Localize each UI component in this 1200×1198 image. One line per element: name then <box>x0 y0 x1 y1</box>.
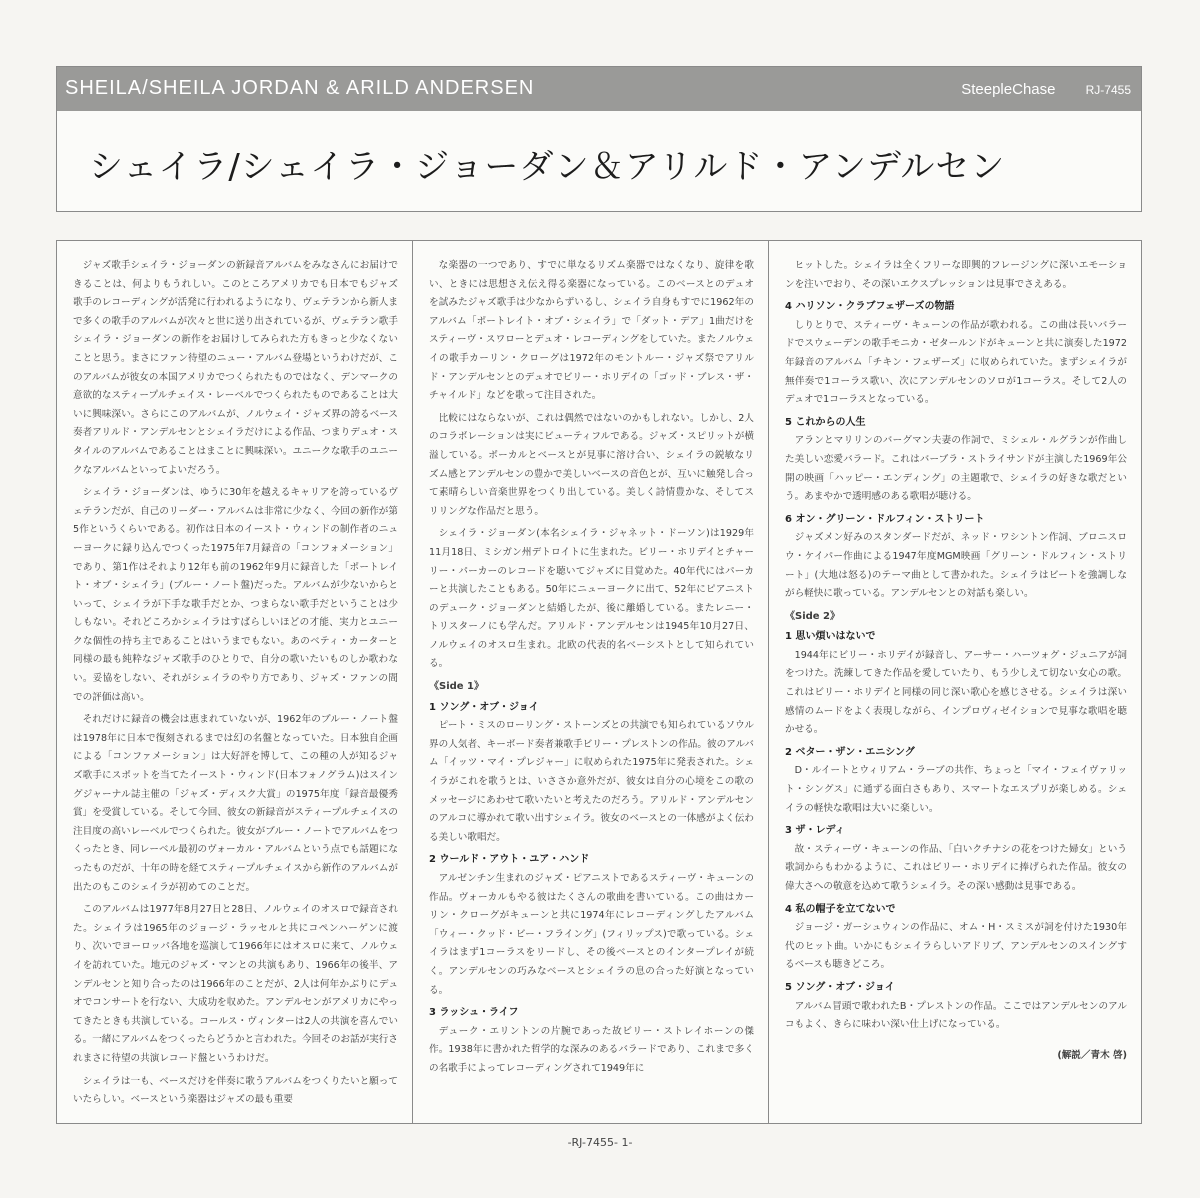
page-title: シェイラ/シェイラ・ジョーダン＆アリルド・アンデルセン <box>89 147 1006 187</box>
banner-title: SHEILA/SHEILA JORDAN & ARILD ANDERSEN <box>65 77 535 99</box>
track-heading: 3 ラッシュ・ライフ <box>429 1007 519 1019</box>
track-heading: 4 ハリソン・クラブフェザーズの物語 <box>785 301 955 313</box>
track-heading: 1 思い煩いはないで <box>785 631 876 643</box>
paragraph: このアルバムは1977年8月27日と28日、ノルウェイのオスロで録音された。シェイラは1965年のジョージ・ラッセルと共にコペンハーゲンに渡り、次いでヨーロッパ各地を巡演して1966年にはオスロに来て、ノルウェイを訪れていた。地元のジャズ・マンとの共演もあり、1966年の後半、アンデルセンと知り合ったのは1966年のことだが、2人は何年かぶりにデュオでコンサートを行ない、大成功を収めた。アンデルセンがアメリカにやってきたときも共演している。コールス・ヴィンターは2人の共演を喜んでいる。一緒にアルバムをつくったらどうかと言われた。今回そのお話が実行されまさに待望の共演レコード盤というわけだ。 <box>73 904 398 1064</box>
paragraph: な楽器の一つであり、すでに単なるリズム楽器ではなくなり、旋律を歌い、ときには思想さえ伝え得る楽器になっている。このベースとのデュオを試みたジャズ歌手は少なからずいるし、シェイラ自身もすでに1962年のアルバム「ポートレイト・オブ・シェイラ」で「ダット・デア」1曲だけをスティーヴ・スワローとデュオ・レコーディングをしていた。またノルウェイの歌手カーリン・クローグは1972年のモントルー・ジャズ祭でアリルド・アンデルセンとのデュオでビリー・ホリデイの「ゴッド・ブレス・ザ・チャイルド」などを歌って注目された。 <box>429 260 754 402</box>
side-heading: 《Side 2》 <box>785 610 841 622</box>
track-heading: 5 ソング・オブ・ジョイ <box>785 981 895 993</box>
catalog-number: RJ-7455 <box>1085 83 1131 97</box>
liner-notes-body <box>56 240 1142 1124</box>
track-description: D・ルイートとウィリアム・ラーブの共作、ちょっと「マイ・フェイヴァリット・シングス」に通ずる面白さもあり、スマートなエスプリが楽しめる。シェイラの軽快な歌唱は大いに楽しい。 <box>785 765 1127 814</box>
track-description: 1944年にビリー・ホリデイが録音し、アーサー・ハーツォグ・ジュニアが詞をつけた。洗練してきた作品を愛していたり、もう少しえて切ない女心の歌。これはビリー・ホリデイと同様の同じ深い歌心を感じさせる。シェイラは深い感情のムードをよく表現しながら、インプロヴィゼイションで見事な歌唱を聴かせる。 <box>785 649 1127 736</box>
track-description: 故・スティーヴ・キューンの作品、「白いクチナシの花をつけた婦女」という歌詞からもわかるように、これはビリー・ホリデイに捧げられた作品。彼女の偉大さへの敬意を込めて歌うシェイラ。その深い感動は見事である。 <box>785 843 1127 892</box>
track-description: ピート・ミスのローリング・ストーンズとの共演でも知られているソウル界の人気者、キーボード奏者兼歌手ビリー・プレストンの作品。彼のアルバム「イッツ・マイ・プレジャー」に収められた1975年に発表された。シェイラがこれを歌うとは、いささか意外だが、彼女は自分の心境をこの歌のメッセージにあわせて歌いたいと考えたのだろう。アリルド・アンデルセンのアルコに導かれて歌い出すシェイラ。彼女のベースとの一体感がよく伝わる美しい歌唱だ。 <box>429 720 754 843</box>
track-description: アルゼンチン生まれのジャズ・ピアニストであるスティーヴ・キューンの作品。ヴォーカルもやる彼はたくさんの歌曲を書いている。この曲はカーリン・クローグがキューンと共に1974年にレコーディングしたアルバム「ウィー・クッド・ビー・フライング」(フィリップス)で歌っている。シェイラはまず1コーラスをリードし、その後ベースとのインタープレイが続く。アンデルセンの巧みなベースとシェイラの息の合った好演となっている。 <box>429 873 754 996</box>
label-info <box>961 81 1131 98</box>
side-heading: 《Side 1》 <box>429 681 485 693</box>
track-description: アランとマリリンのバーグマン夫妻の作詞で、ミシェル・ルグランが作曲した美しい恋愛バラード。これはバーブラ・ストライサンドが主演した1969年公開の映画「ハッピー・エンディング」の主題歌で、シェイラの好きな歌だという。あまやかで透明感のある歌唱が聴ける。 <box>785 435 1127 503</box>
track-heading: 2 ベター・ザン・エニシング <box>785 746 915 758</box>
paragraph: 比較にはならないが、これは偶然ではないのかもしれない。しかし、2人のコラボレーションは実にビューティフルである。ジャズ・スピリットが横溢している。ボーカルとベースとが見事に溶け合い、シェイラの鋭敏なリズム感とアンデルセンの豊かで美しいベースの音色とが、互いに触発し合って素晴らしい音楽世界をつくり出している。美しく詩情豊かな、そしてスリリングな作品だと思う。 <box>429 412 754 517</box>
track-heading: 1 ソング・オブ・ジョイ <box>429 701 539 713</box>
author-credit: (解説／青木 啓) <box>1057 1049 1127 1061</box>
page-number: -RJ-7455- 1- <box>567 1136 633 1149</box>
paragraph: ジャズ歌手シェイラ・ジョーダンの新録音アルバムをみなさんにお届けできることは、何よりもうれしい。このところアメリカでも日本でもジャズ歌手のレコーディングが活発に行われるようになり、ヴェテランから新人まで多くの歌手のアルバムが次々と世に送り出されているが、ヴェテラン歌手シェイラ・ジョーダンの新作をお届けしてみられた方もきっと少なくないことと思う。まさにファン待望のニュー・アルバム登場というわけだが、このアルバムが彼女の本国アメリカでつくられたものではなく、デンマークの意欲的なスティープルチェイス・レーベルでつくられたものであることは大いに興味深い。さらにこのアルバムが、ノルウェイ・ジャズ界の誇るベース奏者アリルド・アンデルセンとシェイラだけによる作品、つまりデュオ・スタイルのアルバムであることはまことに興味深い。ユニークな歌手のユニークなアルバムといってよいだろう。 <box>73 260 398 476</box>
track-heading: 5 これからの人生 <box>785 416 866 428</box>
paragraph: ヒットした。シェイラは全くフリーな即興的フレージングに深いエモーションを注いでおり、その深いエクスプレッションは見事でさえある。 <box>785 260 1127 290</box>
track-description: ジョージ・ガーシュウィンの作品に、オム・H・スミスが詞を付けた1930年代のヒット曲。いかにもシェイラらしいアドリブ、アンデルセンのスイングするベースも聴きどころ。 <box>785 922 1127 971</box>
paragraph: シェイラ・ジョーダン(本名シェイラ・ジャネット・ドーソン)は1929年11月18日、ミシガン州デトロイトに生まれた。ビリー・ホリデイとチャーリー・パーカーのレコードを聴いてジャズに目覚めた。40年代にはパーカーと共演したこともある。50年にニューヨークに出て、52年にピアニストのデューク・ジョーダンと結婚したが、後に離婚している。またレニー・トリスターノにも学んだ。アリルド・アンデルセンは1945年10月27日、ノルウェイのオスロ生まれ。北欧の代表的名ベーシストとして知られている。 <box>429 528 754 670</box>
track-description: しりとりで、スティーヴ・キューンの作品が歌われる。この曲は長いバラードでスウェーデンの歌手モニカ・ゼタールンドがキューンと共に演奏した1972年録音のアルバム「チキン・フェザーズ」に収められていた。まずシェイラが無伴奏で1コーラス歌い、次にアンデルセンのソロが1コーラス。そして2人のデュオで1コーラスとなっている。 <box>785 319 1127 406</box>
paragraph: それだけに録音の機会は恵まれていないが、1962年のブルー・ノート盤は1978年に日本で復刻されるまでは幻の名盤となっていた。日本独自企画による「コンファメーション」は大好評を博して、この種の人が知るジャズ歌手にスポットを当てたイースト・ウィンド(日本フォノグラム)はスイングジャーナル誌主催の「ジャズ・ディスク大賞」の1975年度「録音最優秀賞」を受賞している。そして今回、彼女の新録音がスティープルチェイスの注目度の高いレーベルでつくられた。彼女がブルー・ノートでアルバムをつくったとき、同レーベル最初のヴォーカル・アルバムという点でも話題になったものだが、十年の時を経てスティープルチェイスから新作のアルバムが出たのもこのシェイラが初めてのことだ。 <box>73 714 398 893</box>
track-heading: 4 私の帽子を立てないで <box>785 903 896 915</box>
column-1 <box>57 241 413 1123</box>
track-description: デューク・エリントンの片腕であった故ビリー・ストレイホーンの傑作。1938年に書かれた哲学的な深みのあるバラードであり、これまで多くの名歌手によってレコーディングされて1949年に <box>429 1025 754 1074</box>
paragraph: シェイラ・ジョーダンは、ゆうに30年を越えるキャリアを誇っているヴェテランだが、自己のリーダー・アルバムは非常に少なく、今回の新作が第5作というくらいである。初作は日本のイースト・ウィンドの制作者のニューヨークに録り込んでつくった1975年7月録音の「コンフォメーション」であり、第1作はそれより12年も前の1962年9月に録音した「ポートレイト・オブ・シェイラ」(ブルー・ノート盤)だった。アルバムが少ないからといって、シェイラが下手な歌手だとか、つまらない歌手だということは少しもない。それどころかシェイラはすばらしいほどの才能、実力とユニークな個性の持ち主であることはいうまでもない。あのベティ・カーターと同様の最も純粋なジャズ歌手のひとりで、自分の歌いたいものしか歌わない。妥協をしない、それがシェイラのやり方であり、ジャズ・ファンの間での評価は高い。 <box>73 487 398 703</box>
track-description: アルバム冒頭で歌われたB・プレストンの作品。ここではアンデルセンのアルコもよく、きらに味わい深い仕上げになっている。 <box>785 1000 1127 1031</box>
track-heading: 6 オン・グリーン・ドルフィン・ストリート <box>785 513 985 525</box>
track-description: ジャズメン好みのスタンダードだが、ネッド・ワシントン作詞、ブロニスロウ・ケイパー作曲による1947年度MGM映画「グリーン・ドルフィン・ストリート」(大地は怒る)のテーマ曲として書かれた。シェイラはビートを強調しながら軽快に歌っている。アンデルセンとの対話も楽しい。 <box>785 532 1127 600</box>
title-banner <box>57 67 1141 111</box>
track-heading: 2 ウールド・アウト・ユア・ハンド <box>429 854 590 866</box>
column-3 <box>769 241 1141 1123</box>
paragraph: シェイラは一も、ベースだけを伴奏に歌うアルバムをつくりたいと願っていたらしい。ベースという楽器はジャズの最も重要 <box>73 1075 398 1106</box>
track-heading: 3 ザ・レディ <box>785 825 845 837</box>
label-name: SteepleChase <box>961 81 1056 98</box>
header-box <box>56 66 1142 212</box>
column-2 <box>413 241 769 1123</box>
